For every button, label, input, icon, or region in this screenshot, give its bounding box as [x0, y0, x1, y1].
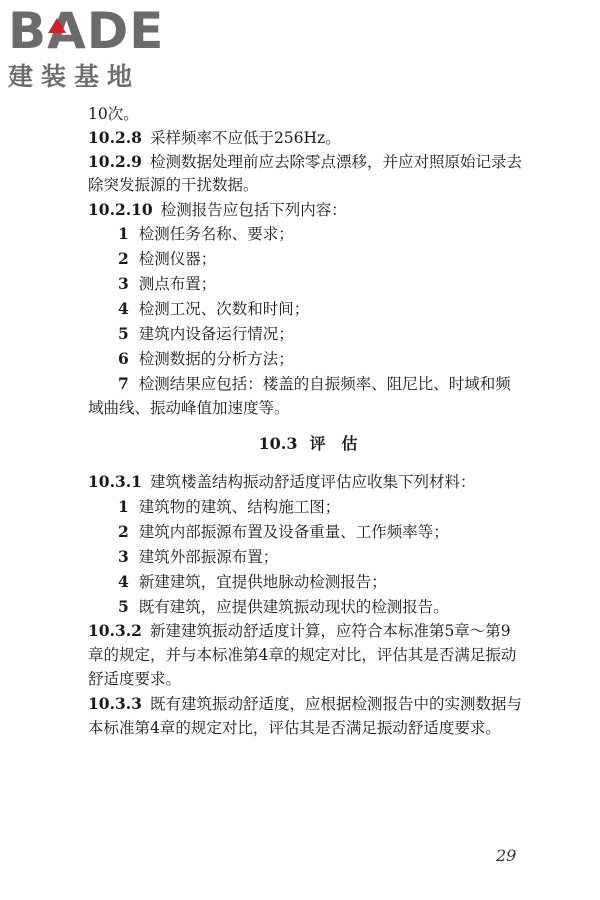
- logo-wordmark: BADE: [8, 2, 165, 60]
- item-text: 既有建筑，应提供建筑振动现状的检测报告。: [138, 598, 449, 616]
- clause-10-2-9-cont: 除突发振源的干扰数据。: [88, 176, 259, 194]
- list-item: [88, 571, 558, 593]
- item-number: 5: [118, 597, 129, 616]
- clause-text: 检测数据处理前应去除零点漂移，并应对照原始记录去: [149, 153, 522, 171]
- list-item: [88, 546, 558, 568]
- clause-number: 10.3.1: [88, 472, 142, 491]
- logo-subtitle: 建装基地: [8, 62, 141, 91]
- item-number: 4: [118, 299, 129, 318]
- list-item: [88, 373, 558, 395]
- list-item: [88, 496, 558, 518]
- item-text: 新建建筑，宜提供地脉动检测报告；: [138, 573, 387, 591]
- continuation-line: 10次。: [88, 105, 139, 123]
- item-number: 3: [118, 274, 129, 293]
- list-item-cont: 域曲线、振动峰值加速度等。: [88, 399, 290, 417]
- item-text: 建筑物的建筑、结构施工图；: [138, 498, 341, 516]
- clause-10-3-3-cont: 本标准第4章的规定对比，评估其是否满足振动舒适度要求。: [88, 719, 501, 737]
- item-number: 1: [118, 224, 129, 243]
- list-item: [88, 323, 558, 345]
- item-text: 检测数据的分析方法；: [138, 350, 294, 368]
- item-text: 检测结果应包括：楼盖的自振频率、阻尼比、时域和频: [138, 375, 511, 393]
- item-number: 7: [118, 374, 129, 393]
- item-number: 2: [118, 249, 129, 268]
- item-number: 5: [118, 324, 129, 343]
- clause-text: 既有建筑振动舒适度，应根据检测报告中的实测数据与: [149, 695, 522, 713]
- page-number: 29: [496, 846, 517, 865]
- logo-triangle-icon: [48, 18, 66, 33]
- item-text: 检测任务名称、要求；: [138, 225, 294, 243]
- clause-number: 10.2.8: [88, 128, 142, 147]
- clause-text: 建筑楼盖结构振动舒适度评估应收集下列材料：: [149, 473, 476, 491]
- clause-text: 新建建筑振动舒适度计算，应符合本标准第5章～第9: [149, 622, 511, 640]
- item-text: 测点布置；: [138, 275, 217, 293]
- clause-text: 检测报告应包括下列内容：: [160, 201, 347, 219]
- item-text: 建筑内设备运行情况；: [138, 325, 294, 343]
- section-heading-10-3: [88, 433, 528, 455]
- clause-10-3-1: [88, 471, 528, 493]
- item-number: 3: [118, 547, 129, 566]
- heading-number: 10.3: [258, 434, 298, 453]
- bade-logo: [8, 4, 178, 94]
- clause-10-2-9: [88, 151, 528, 173]
- item-text: 建筑外部振源布置；: [138, 548, 279, 566]
- item-number: 6: [118, 349, 129, 368]
- list-item: [88, 223, 558, 245]
- clause-number: 10.2.10: [88, 200, 153, 219]
- clause-10-3-2: [88, 620, 528, 642]
- item-number: 2: [118, 522, 129, 541]
- item-number: 4: [118, 572, 129, 591]
- clause-number: 10.2.9: [88, 152, 142, 171]
- clause-10-2-8: [88, 127, 528, 149]
- list-item: [88, 348, 558, 370]
- clause-number: 10.3.3: [88, 694, 142, 713]
- list-item: [88, 248, 558, 270]
- clause-text: 采样频率不应低于256Hz。: [149, 129, 341, 147]
- clause-10-3-3: [88, 693, 528, 715]
- item-number: 1: [118, 497, 129, 516]
- list-item: [88, 273, 558, 295]
- clause-10-3-2-cont: 章的规定，并与本标准第4章的规定对比，评估其是否满足振动: [88, 646, 517, 664]
- item-text: 建筑内部振源布置及设备重量、工作频率等；: [138, 523, 449, 541]
- clause-10-3-2-cont: 舒适度要求。: [88, 670, 182, 688]
- clause-10-2-10: [88, 199, 528, 221]
- list-item: [88, 298, 558, 320]
- item-text: 检测仪器；: [138, 250, 217, 268]
- list-item: [88, 596, 558, 618]
- list-item: [88, 521, 558, 543]
- item-text: 检测工况、次数和时间；: [138, 300, 310, 318]
- heading-text: 评 估: [309, 434, 358, 453]
- clause-number: 10.3.2: [88, 621, 142, 640]
